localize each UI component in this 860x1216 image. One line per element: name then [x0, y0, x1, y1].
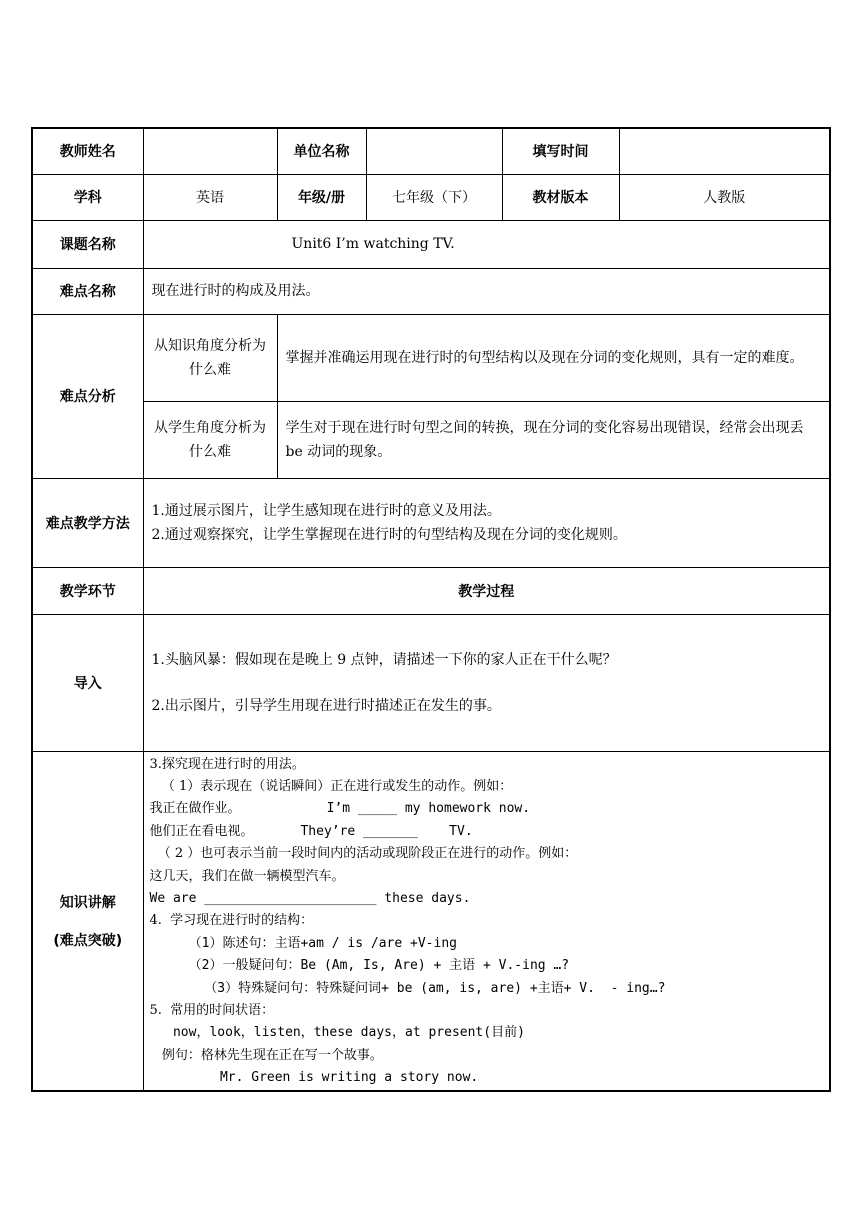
knowledge-line: 我正在做作业。 I’m _____ my homework now.: [149, 801, 531, 817]
intro-text: [143, 614, 830, 751]
knowledge-angle-label: 从知识角度分析为什么难: [143, 314, 277, 401]
knowledge-line: （1）陈述句：主语+am / is /are +V-ing: [149, 935, 457, 951]
student-angle-label: 从学生角度分析为什么难: [143, 401, 277, 478]
knowledge-line: 例句：格林先生现在正在写一个故事。: [149, 1047, 383, 1063]
unit-name-label: 单位名称: [277, 128, 366, 174]
teacher-name-value[interactable]: [143, 128, 277, 174]
knowledge-line: 5. 常用的时间状语：: [149, 1002, 275, 1018]
fill-date-value[interactable]: [619, 128, 830, 174]
unit-name-value[interactable]: [366, 128, 502, 174]
lesson-plan-table: [31, 127, 829, 1092]
knowledge-label-cell: [32, 751, 143, 1091]
grade-label: 年级/册: [277, 174, 366, 220]
difficulty-value: 现在进行时的构成及用法。: [143, 268, 830, 314]
subject-value: 英语: [143, 174, 277, 220]
knowledge-text: [143, 751, 830, 1091]
knowledge-line: We are ______________________ these days.: [149, 890, 471, 906]
knowledge-line: now，look，listen，these days，at present(目前): [149, 1025, 525, 1041]
knowledge-line: 4. 学习现在进行时的结构：: [149, 913, 314, 929]
stage-header: 教学环节: [32, 567, 143, 614]
knowledge-label: 知识讲解: [59, 894, 116, 911]
methods-line: 1.通过展示图片，让学生感知现在进行时的意义及用法。: [151, 502, 501, 519]
knowledge-angle-text: 掌握并准确运用现在进行时的句型结构以及现在分词的变化规则，具有一定的难度。: [277, 314, 830, 401]
analysis-label: 难点分析: [32, 314, 143, 478]
knowledge-line: 这几天，我们在做一辆模型汽车。: [149, 868, 345, 884]
knowledge-line: （ 2 ）也可表示当前一段时间内的活动或现阶段正在进行的动作。例如：: [149, 846, 578, 862]
knowledge-line: （2）一般疑问句：Be (Am, Is, Are) + 主语 + V.-ing …?: [149, 958, 570, 974]
knowledge-line: 他们正在看电视。 They’re _______ TV.: [149, 823, 473, 839]
knowledge-line: （3）特殊疑问句：特殊疑问词+ be (am, is, are) +主语+ V. - ing…?: [149, 980, 666, 996]
fill-date-label: 填写时间: [502, 128, 619, 174]
student-angle-text: 学生对于现在进行时句型之间的转换，现在分词的变化容易出现错误，经常会出现丢 be 动词的现象。: [277, 401, 830, 478]
knowledge-line: Mr. Green is writing a story now.: [149, 1070, 479, 1086]
methods-line: 2.通过观察探究，让学生掌握现在进行时的句型结构及现在分词的变化规则。: [151, 526, 627, 543]
grade-value: 七年级（下）: [366, 174, 502, 220]
difficulty-label: 难点名称: [32, 268, 143, 314]
edition-label: 教材版本: [502, 174, 619, 220]
process-header: 教学过程: [143, 567, 830, 614]
methods-text: [143, 478, 830, 567]
subject-label: 学科: [32, 174, 143, 220]
intro-line: 1.头脑风暴：假如现在是晚上 9 点钟，请描述一下你的家人正在干什么呢？: [151, 651, 617, 668]
knowledge-sublabel: (难点突破): [53, 932, 123, 949]
intro-line: 2.出示图片，引导学生用现在进行时描述正在发生的事。: [151, 697, 501, 714]
intro-label: 导入: [32, 614, 143, 751]
knowledge-line: 3.探究现在进行时的用法。: [149, 756, 305, 772]
teacher-name-label: 教师姓名: [32, 128, 143, 174]
knowledge-line: （ 1）表示现在（说话瞬间）正在进行或发生的动作。例如：: [149, 778, 513, 794]
edition-value: 人教版: [619, 174, 830, 220]
topic-value: Unit6 I’m watching TV.: [143, 220, 830, 268]
topic-label: 课题名称: [32, 220, 143, 268]
methods-label: 难点教学方法: [32, 478, 143, 567]
